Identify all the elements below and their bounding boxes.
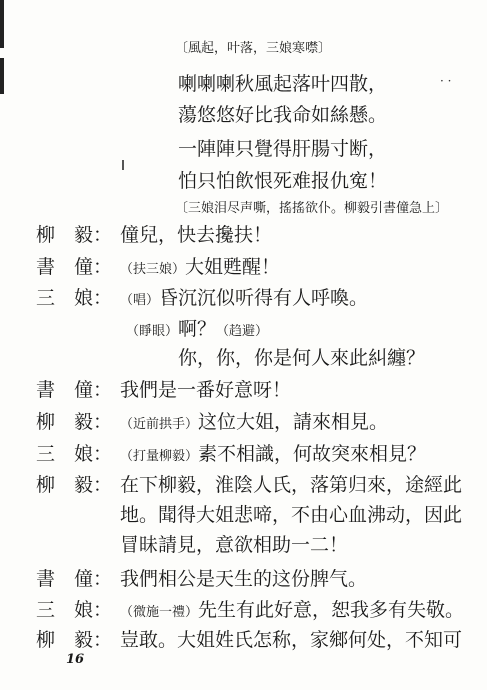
- speaker-name: 柳 毅：: [36, 629, 113, 651]
- dialogue-line: [0, 255, 487, 281]
- dialogue-text: [120, 378, 291, 402]
- stage-direction: 〔三娘泪尽声嘶，搖搖欲仆。柳毅引書僮急上〕: [175, 201, 449, 216]
- spoken-text: 我們相公是天生的这份脾气。: [120, 568, 368, 590]
- dialogue-line: [0, 410, 487, 436]
- dialogue-text: [120, 223, 272, 247]
- speaker-name: 柳 毅：: [36, 224, 113, 246]
- spoken-text: 我們是一番好意呀！: [120, 379, 292, 401]
- speaker-name: 三 娘：: [36, 287, 113, 309]
- stage-direction: （趋避）: [216, 324, 269, 339]
- dialogue-line: [0, 442, 487, 468]
- stage-direction: （近前拱手）: [120, 417, 199, 432]
- speaker-name: 柳 毅：: [36, 474, 113, 496]
- dialogue-text: [120, 286, 368, 310]
- spoken-text: 这位大姐，請來相見。: [198, 411, 389, 433]
- page-number: 16: [66, 652, 85, 667]
- dialogue-text: [120, 410, 388, 434]
- spoken-text: 豈敢。大姐姓氏怎称，家鄉何处，不知可: [120, 629, 463, 651]
- dialogue-text: [120, 255, 280, 279]
- binding-edge-mark: [0, 58, 4, 94]
- song-line: 蕩悠悠好比我命如絲懸。: [178, 104, 388, 126]
- stage-direction: （扶三娘）: [120, 262, 186, 277]
- spoken-text: 在下柳毅，淮陰人氏，落第归來，途經此: [120, 474, 463, 496]
- stage-direction: （唱）: [120, 293, 160, 308]
- binding-edge-mark: [0, 0, 4, 48]
- stage-direction: （睜眼）: [126, 324, 179, 339]
- speaker-name: 書 僮：: [36, 379, 113, 401]
- dialogue-line: [0, 567, 487, 593]
- dialogue-text: [120, 598, 464, 622]
- song-line: 喇喇喇秋風起落叶四散，: [178, 73, 388, 95]
- dialogue-line: [0, 286, 487, 312]
- speaker-name: 三 娘：: [36, 599, 113, 621]
- speaker-name: 書 僮：: [36, 568, 113, 590]
- dialogue-line: [0, 598, 487, 624]
- dialogue-line: [0, 223, 487, 249]
- dialogue-line: [0, 628, 487, 654]
- continuation-line: 冒昧請見，意欲相助一二！: [120, 534, 349, 556]
- dialogue-text: [120, 442, 426, 466]
- stage-direction: （打量柳毅）: [120, 449, 199, 464]
- spoken-text: 僮兒，快去攙扶！: [120, 224, 273, 246]
- song-line: 你，你，你是何人來此糾纏？: [178, 347, 426, 369]
- print-speck: · ·: [440, 74, 452, 88]
- speaker-name: 三 娘：: [36, 443, 113, 465]
- dialogue-text: [120, 628, 462, 652]
- continuation-line: 地。聞得大姐悲啼，不由心血沸动，因此: [120, 504, 463, 526]
- speaker-name: 柳 毅：: [36, 411, 113, 433]
- dialogue-text: [120, 567, 367, 591]
- dialogue-text: [120, 473, 462, 497]
- spoken-text: 昏沉沉似听得有人呼喚。: [159, 287, 369, 309]
- song-line: 一陣陣只覺得肝腸寸断，: [178, 138, 388, 160]
- print-speck: [122, 160, 124, 170]
- stage-direction: （微施一禮）: [120, 605, 199, 620]
- aside-line: [126, 317, 268, 341]
- song-line: 怕只怕飲恨死难报仇寃！: [178, 170, 388, 192]
- spoken-text: 大姐甦醒！: [185, 256, 281, 278]
- stage-direction: 〔風起，叶落，三娘寒噤〕: [175, 41, 332, 56]
- speaker-name: 書 僮：: [36, 256, 113, 278]
- spoken-text: 先生有此好意，恕我多有失敬。: [198, 599, 465, 621]
- spoken-text: 啊？: [178, 318, 217, 340]
- dialogue-line: [0, 473, 487, 499]
- spoken-text: 素不相識，何故突來相見？: [198, 443, 427, 465]
- dialogue-line: [0, 378, 487, 404]
